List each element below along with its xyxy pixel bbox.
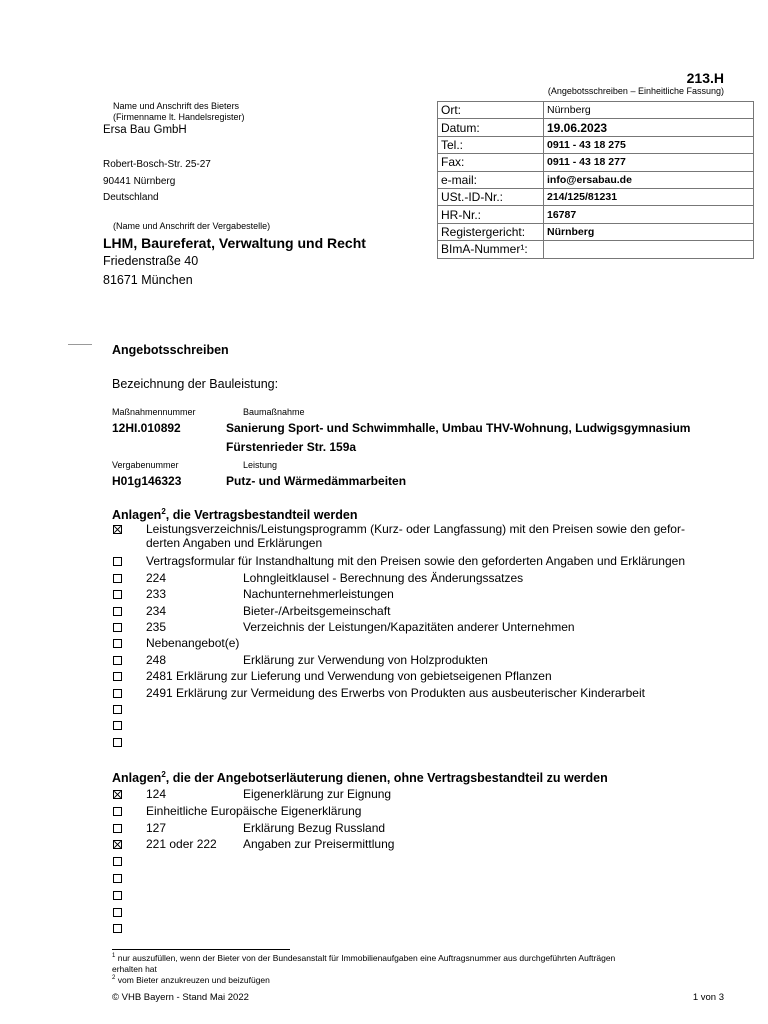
info-value: info@ersabau.de — [544, 171, 754, 188]
footnote-2-mark: 2 — [112, 975, 116, 982]
baumassnahme-label: Baumaßnahme — [243, 407, 305, 417]
attachment-number: 124 — [146, 787, 167, 801]
attachment-checkbox[interactable] — [113, 623, 122, 632]
attachment-checkbox[interactable] — [113, 840, 122, 849]
attachment-checkbox[interactable] — [113, 908, 122, 917]
bauleistung-label: Bezeichnung der Bauleistung: — [112, 377, 279, 391]
footnote-2 — [112, 975, 270, 985]
margin-mark — [68, 344, 92, 345]
attachment-checkbox[interactable] — [113, 824, 122, 833]
bidder-caption-sub: (Firmenname lt. Handelsregister) — [113, 112, 245, 122]
info-label: Tel.: — [438, 136, 544, 153]
attachment-number: 233 — [146, 587, 167, 602]
section2-title-text: Anlagen — [112, 771, 162, 786]
section2-title — [112, 770, 608, 785]
attachment-number: 234 — [146, 603, 167, 618]
info-row-hrnr — [438, 206, 754, 223]
info-label: e-mail: — [438, 171, 544, 188]
attachment-checkbox[interactable] — [113, 857, 122, 866]
attachment-checkbox[interactable] — [113, 639, 122, 648]
section1-title-rest: , die Vertragsbestandteil werden — [165, 508, 358, 523]
info-row-datum — [438, 119, 754, 136]
bidder-name: Ersa Bau GmbH — [103, 124, 187, 136]
page-title: Angebotsschreiben — [112, 343, 229, 357]
info-row-registergericht — [438, 223, 754, 240]
attachment-checkbox[interactable] — [113, 607, 122, 616]
info-value: 19.06.2023 — [544, 119, 754, 136]
attachment-number: 127 — [146, 820, 167, 835]
awarding-body-name: LHM, Baureferat, Verwaltung und Recht — [103, 235, 366, 251]
info-value: 0911 - 43 18 277 — [544, 154, 754, 171]
attachment-label: 2481 Erklärung zur Lieferung und Verwendung von gebietseigenen Pflanzen — [146, 669, 552, 684]
info-value — [544, 241, 754, 258]
info-row-email — [438, 171, 754, 188]
attachment-checkbox[interactable] — [113, 689, 122, 698]
attachment-checkbox[interactable] — [113, 525, 122, 534]
footnote-divider — [112, 949, 290, 950]
attachment-number: 221 oder 222 — [146, 837, 217, 852]
info-label: HR-Nr.: — [438, 206, 544, 223]
info-label: Ort: — [438, 102, 544, 119]
awarding-body-city: 81671 München — [103, 273, 193, 287]
info-row-ort — [438, 102, 754, 119]
footnote-ref: 2 — [161, 770, 166, 779]
attachment-label-cont: derten Angaben und Erklärungen — [146, 536, 323, 550]
attachment-checkbox[interactable] — [113, 924, 122, 933]
attachment-number: 235 — [146, 620, 167, 634]
awarding-body-street: Friedenstraße 40 — [103, 254, 199, 268]
attachment-label: Nebenangebot(e) — [146, 636, 240, 651]
form-number: 213.H — [686, 70, 724, 86]
attachment-checkbox[interactable] — [113, 874, 122, 883]
attachment-label: Vertragsformular für Instandhaltung mit den Preisen sowie den geforderten Angaben und Erklärungen — [146, 554, 686, 569]
info-value: 214/125/81231 — [544, 188, 754, 205]
attachment-checkbox[interactable] — [113, 656, 122, 665]
section2-title-rest: , die der Angebotserläuterung dienen, ohne Vertragsbestandteil zu werden — [165, 771, 608, 786]
info-value: 16787 — [544, 206, 754, 223]
leistung-value: Putz- und Wärmedämmarbeiten — [226, 474, 407, 488]
vergabe-label: Vergabenummer — [112, 460, 179, 470]
attachment-label: 2491 Erklärung zur Vermeidung des Erwerbs von Produkten aus ausbeuterischer Kinderarbeit — [146, 685, 645, 700]
attachment-checkbox[interactable] — [113, 590, 122, 599]
info-value: 0911 - 43 18 275 — [544, 136, 754, 153]
attachment-label: Lohngleitklausel - Berechnung des Änderungssatzes — [243, 570, 524, 585]
footnote-1 — [112, 953, 615, 963]
bidder-city: 90441 Nürnberg — [103, 176, 176, 187]
footnote-2-text: vom Bieter anzukreuzen und beizufügen — [117, 975, 270, 985]
footnote-ref: 2 — [161, 507, 166, 516]
attachment-checkbox[interactable] — [113, 738, 122, 747]
info-label: BImA-Nummer¹: — [438, 241, 544, 258]
attachment-label: Angaben zur Preisermittlung — [243, 837, 395, 852]
info-value: Nürnberg — [544, 223, 754, 240]
attachment-checkbox[interactable] — [113, 807, 122, 816]
attachment-label: Erklärung Bezug Russland — [243, 820, 386, 835]
info-label: Registergericht: — [438, 223, 544, 240]
attachment-checkbox[interactable] — [113, 721, 122, 730]
section1-title-text: Anlagen — [112, 508, 162, 523]
bidder-caption: Name und Anschrift des Bieters — [113, 101, 240, 111]
footnote-1-text: nur auszufüllen, wenn der Bieter von der Bundesanstalt für Immobilienaufgaben eine Auftragsnummer aus durchgeführten Aufträgen — [117, 953, 616, 963]
info-row-fax — [438, 154, 754, 171]
attachment-checkbox[interactable] — [113, 891, 122, 900]
footer-copyright: © VHB Bayern - Stand Mai 2022 — [112, 992, 249, 1003]
massnahme-number: 12HI.010892 — [112, 421, 181, 435]
attachment-label: Einheitliche Europäische Eigenerklärung — [146, 803, 362, 818]
bidder-info-table — [437, 101, 754, 259]
info-label: USt.-ID-Nr.: — [438, 188, 544, 205]
attachment-checkbox[interactable] — [113, 672, 122, 681]
info-label: Datum: — [438, 119, 544, 136]
attachment-number: 248 — [146, 652, 167, 667]
page-number: 1 von 3 — [692, 992, 724, 1003]
vergabe-number: H01g146323 — [112, 474, 182, 488]
info-row-tel — [438, 136, 754, 153]
attachment-number: 224 — [146, 570, 167, 585]
attachment-label: Leistungsverzeichnis/Leistungsprogramm (Kurz- oder Langfassung) mit den Preisen sowie den gefor- — [146, 522, 685, 536]
footnote-1-cont: erhalten hat — [112, 964, 157, 974]
attachment-checkbox[interactable] — [113, 574, 122, 583]
info-label: Fax: — [438, 154, 544, 171]
baumassnahme-line2: Fürstenrieder Str. 159a — [226, 440, 357, 454]
info-row-bima — [438, 241, 754, 258]
bidder-street: Robert-Bosch-Str. 25-27 — [103, 159, 211, 170]
attachment-checkbox[interactable] — [113, 557, 122, 566]
baumassnahme-line1: Sanierung Sport- und Schwimmhalle, Umbau THV-Wohnung, Ludwigsgymnasium — [226, 421, 691, 435]
attachment-label: Nachunternehmerleistungen — [243, 587, 394, 602]
attachment-label: Bieter-/Arbeitsgemeinschaft — [243, 603, 391, 618]
leistung-label: Leistung — [243, 460, 278, 470]
attachment-label: Erklärung zur Verwendung von Holzprodukten — [243, 652, 488, 667]
bidder-country: Deutschland — [103, 192, 159, 203]
attachment-label: Verzeichnis der Leistungen/Kapazitäten anderer Unternehmen — [243, 620, 575, 634]
footnote-1-mark: 1 — [112, 953, 116, 960]
info-row-ustid — [438, 188, 754, 205]
attachment-checkbox[interactable] — [113, 790, 122, 799]
form-subtitle: (Angebotsschreiben – Einheitliche Fassung) — [547, 86, 724, 96]
info-value: Nürnberg — [544, 102, 754, 119]
awarding-body-caption: (Name und Anschrift der Vergabestelle) — [113, 221, 271, 231]
section1-title — [112, 507, 358, 522]
attachment-label: Eigenerklärung zur Eignung — [243, 787, 392, 801]
massnahme-label: Maßnahmennummer — [112, 407, 196, 417]
attachment-checkbox[interactable] — [113, 705, 122, 714]
